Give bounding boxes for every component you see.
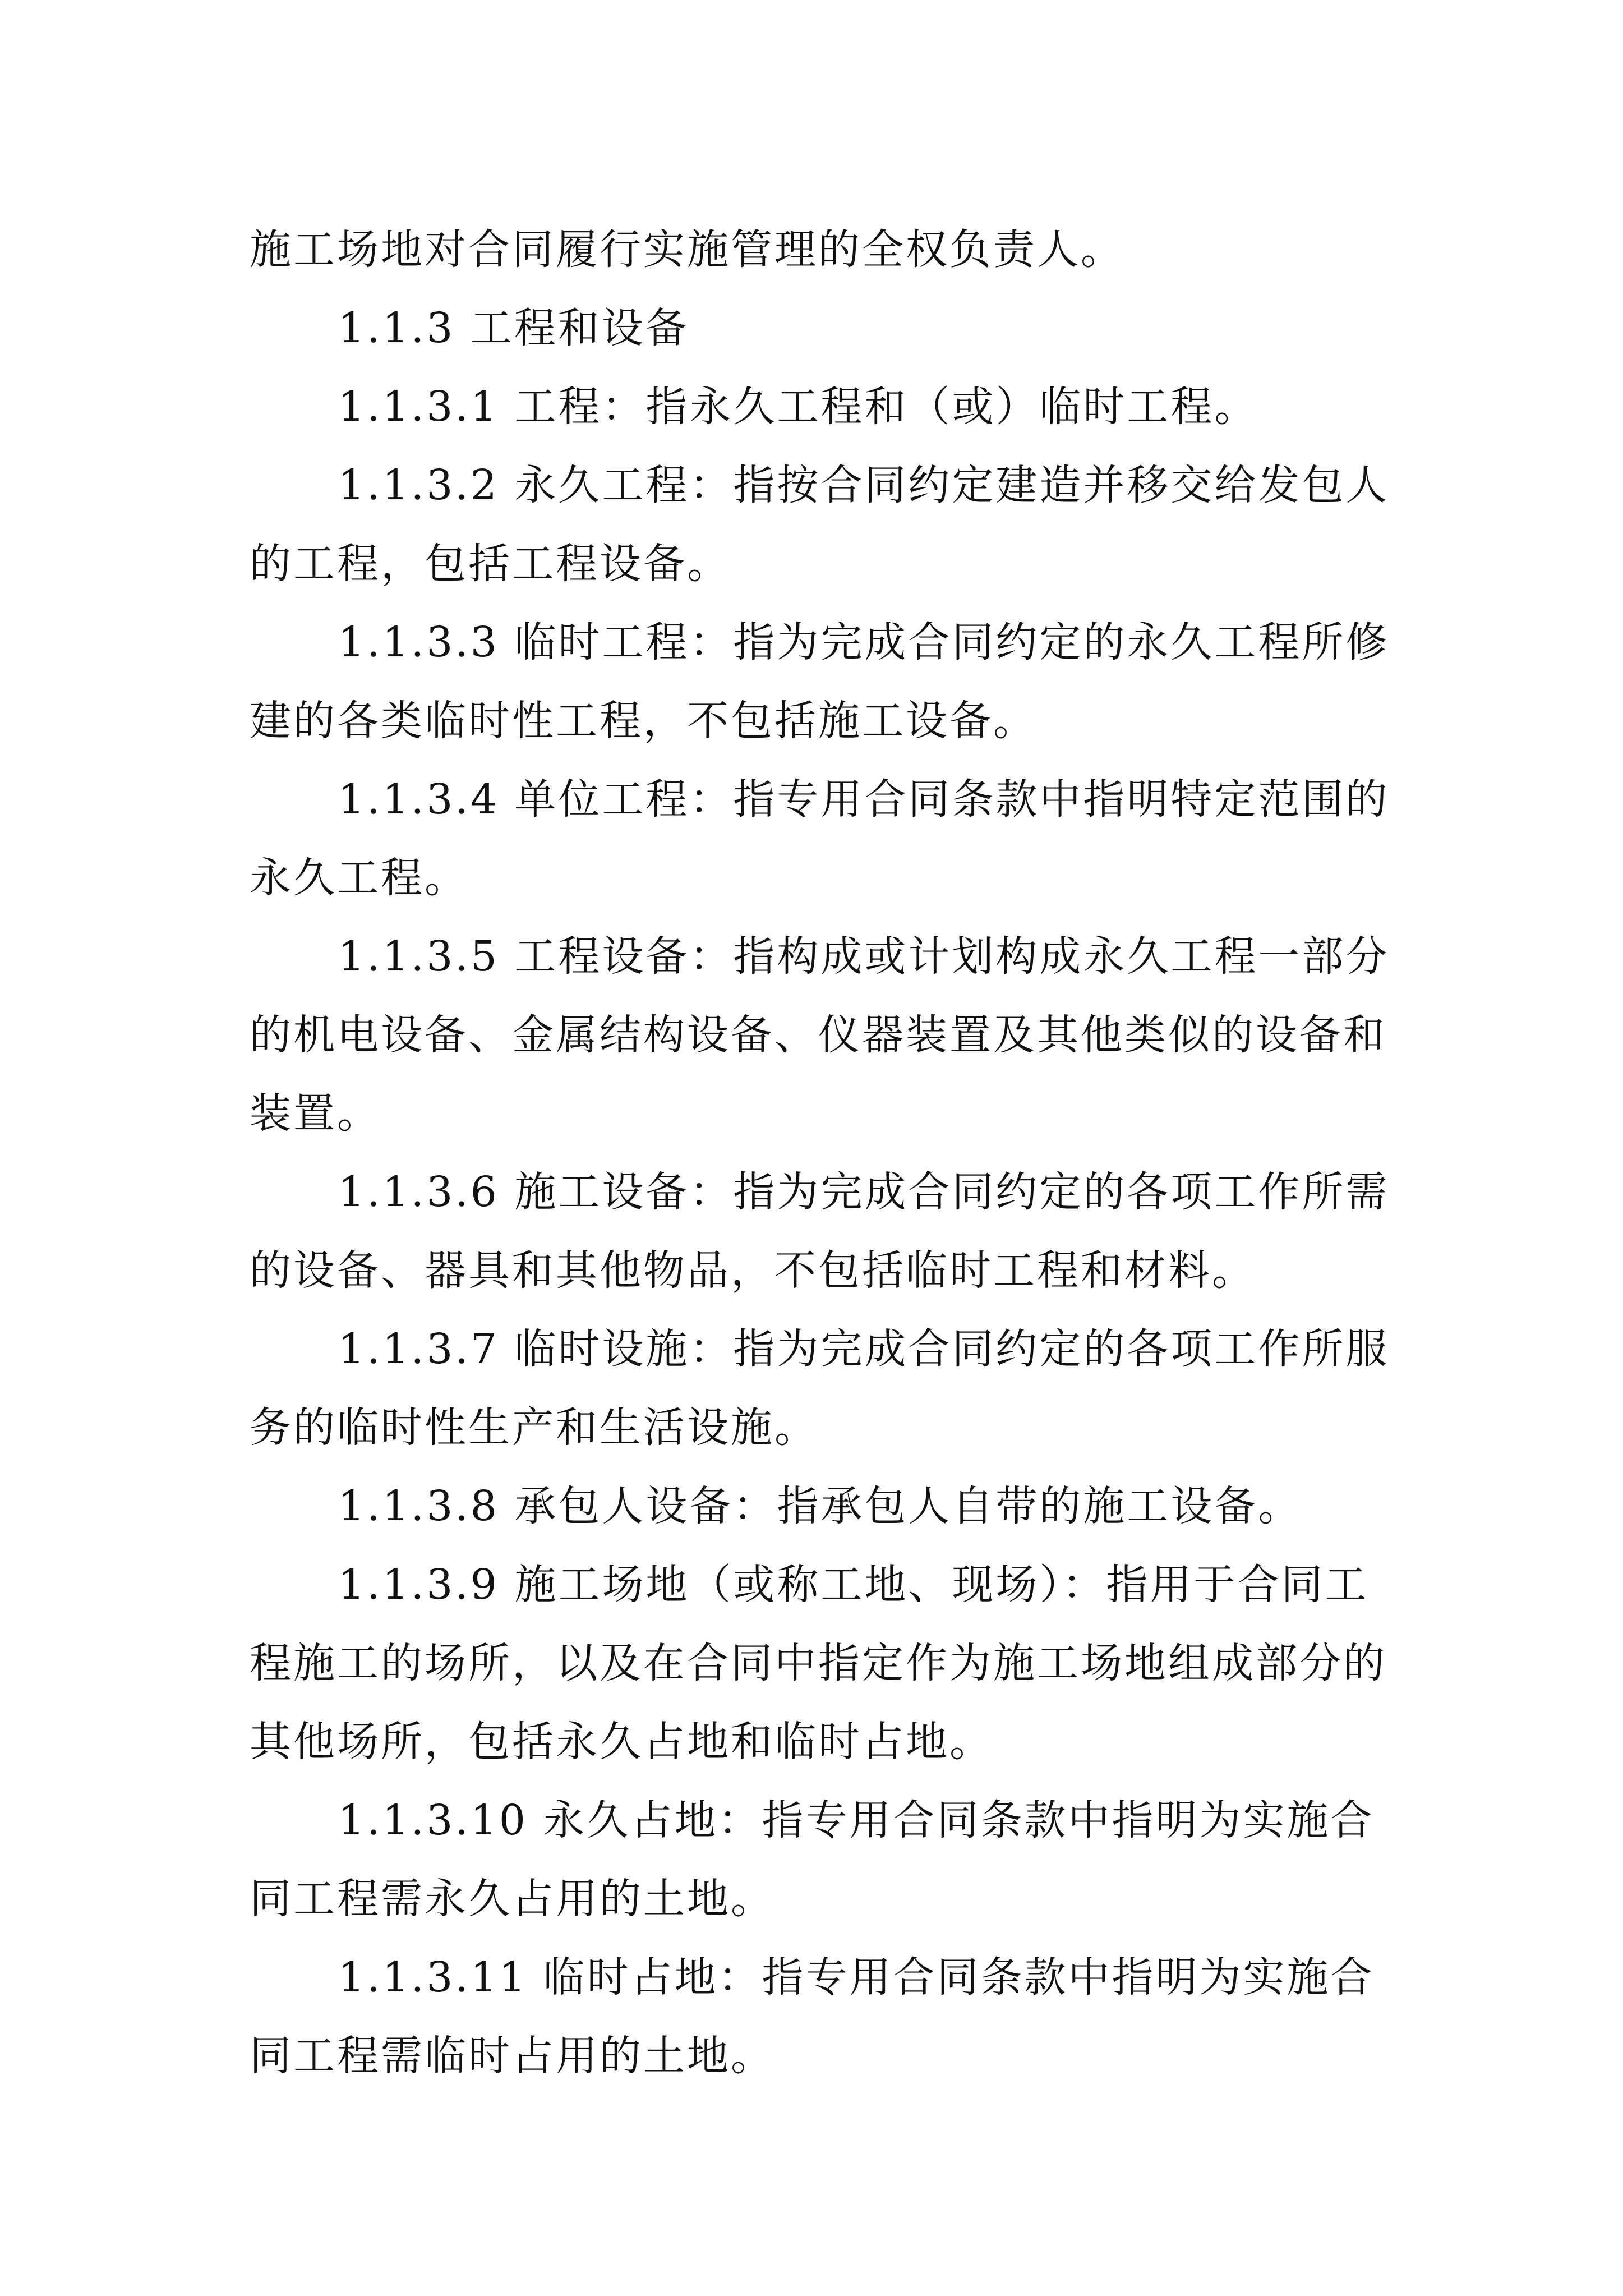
text-line: 施工场地对合同履行实施管理的全权负责人。: [250, 226, 1124, 274]
text-line: 的工程，包括工程设备。: [250, 540, 731, 588]
text-line: 装置。: [250, 1089, 381, 1138]
text-line: 务的临时性生产和生活设施。: [250, 1404, 818, 1452]
text-line: 同工程需临时占用的土地。: [250, 2032, 774, 2080]
text-line: 的机电设备、金属结构设备、仪器装置及其他类似的设备和: [250, 1011, 1387, 1059]
clause-line: 1.1.3.5 工程设备：指构成或计划构成永久工程一部分: [338, 932, 1390, 981]
clause-line: 1.1.3.9 施工场地（或称工地、现场）：指用于合同工: [338, 1561, 1369, 1609]
text-line: 同工程需永久占用的土地。: [250, 1875, 774, 1923]
document-body: [250, 210, 1388, 2095]
clause-line: 1.1.3.3 临时工程：指为完成合同约定的永久工程所修: [338, 618, 1390, 666]
body-text: [250, 210, 1388, 2095]
text-line: 程施工的场所，以及在合同中指定作为施工场地组成部分的: [250, 1639, 1387, 1687]
clause-line: 1.1.3.1 工程：指永久工程和（或）临时工程。: [338, 383, 1258, 431]
clause-line: 1.1.3.4 单位工程：指专用合同条款中指明特定范围的: [338, 775, 1390, 823]
clause-line: 1.1.3.6 施工设备：指为完成合同约定的各项工作所需: [338, 1168, 1390, 1216]
clause-line: 1.1.3.7 临时设施：指为完成合同约定的各项工作所服: [338, 1325, 1390, 1373]
text-line: 建的各类临时性工程，不包括施工设备。: [250, 697, 1037, 745]
text-line: 其他场所，包括永久占地和临时占地。: [250, 1718, 993, 1766]
clause-line: 1.1.3.11 临时占地：指专用合同条款中指明为实施合: [338, 1953, 1375, 2001]
clause-line: 1.1.3.10 永久占地：指专用合同条款中指明为实施合: [338, 1796, 1375, 1844]
clause-line: 1.1.3.8 承包人设备：指承包人自带的施工设备。: [338, 1482, 1302, 1530]
section-heading: 1.1.3 工程和设备: [338, 304, 689, 352]
text-line: 的设备、器具和其他物品，不包括临时工程和材料。: [250, 1246, 1256, 1295]
text-line: 永久工程。: [250, 854, 468, 902]
clause-line: 1.1.3.2 永久工程：指按合同约定建造并移交给发包人: [338, 461, 1390, 509]
